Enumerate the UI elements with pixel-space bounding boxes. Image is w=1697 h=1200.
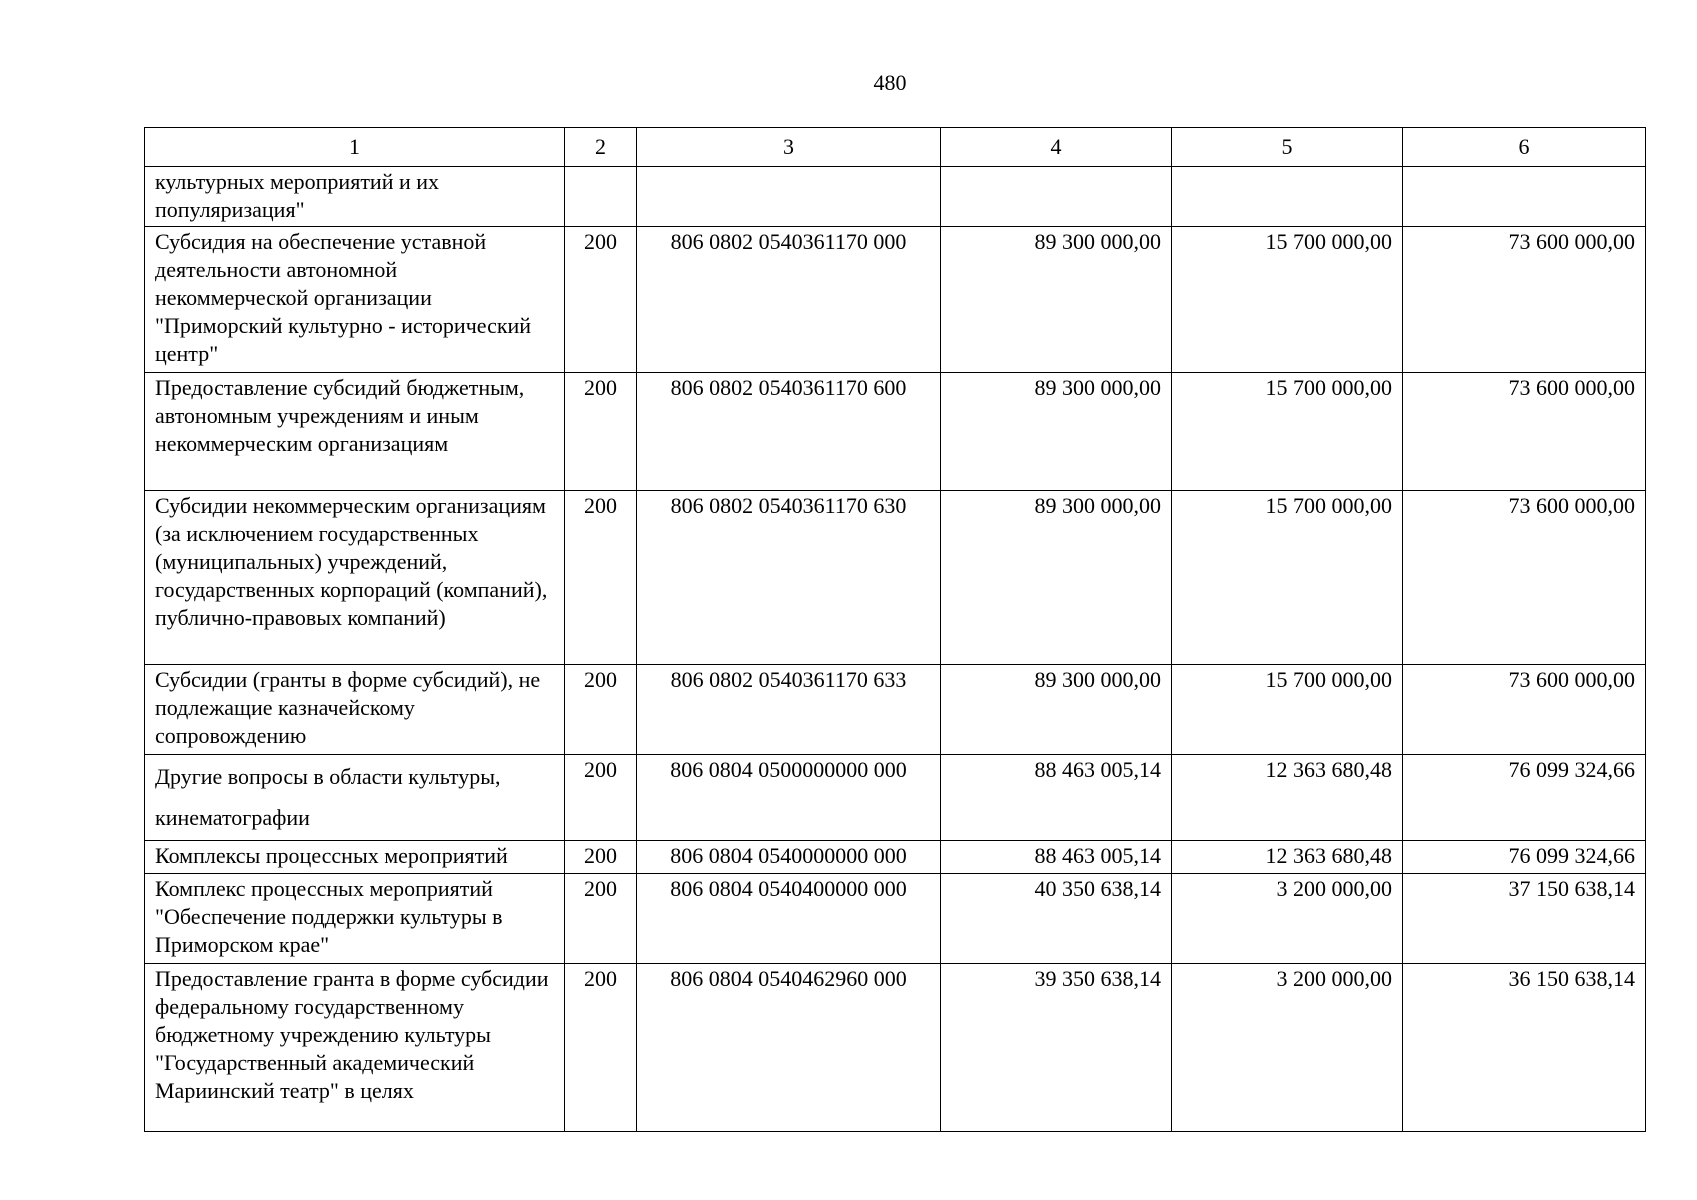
row-name: Другие вопросы в области культуры, кинематографии — [145, 755, 565, 841]
row-value-5: 15 700 000,00 — [1172, 665, 1403, 755]
row-value-5: 15 700 000,00 — [1172, 491, 1403, 665]
row-name: Субсидия на обеспечение уставной деятельности автономной некоммерческой организации "Приморский культурно - исторический центр" — [145, 227, 565, 373]
row-value-6: 73 600 000,00 — [1403, 373, 1646, 491]
row-name: Предоставление субсидий бюджетным, автономным учреждениям и иным некоммерческим организациям — [145, 373, 565, 491]
row-value-6: 37 150 638,14 — [1403, 874, 1646, 964]
row-code: 200 — [565, 841, 637, 874]
row-kbk: 806 0802 0540361170 630 — [637, 491, 941, 665]
row-kbk: 806 0802 0540361170 000 — [637, 227, 941, 373]
row-value-5: 12 363 680,48 — [1172, 755, 1403, 841]
column-header-1: 1 — [145, 128, 565, 167]
row-value-4: 89 300 000,00 — [941, 665, 1172, 755]
row-value-5: 15 700 000,00 — [1172, 227, 1403, 373]
row-code: 200 — [565, 227, 637, 373]
table-row — [145, 665, 1646, 755]
row-code: 200 — [565, 964, 637, 1132]
row-value-5: 3 200 000,00 — [1172, 874, 1403, 964]
row-value-6: 76 099 324,66 — [1403, 841, 1646, 874]
row-value-6 — [1403, 167, 1646, 227]
column-header-4: 4 — [941, 128, 1172, 167]
row-value-5: 3 200 000,00 — [1172, 964, 1403, 1132]
row-value-6: 73 600 000,00 — [1403, 665, 1646, 755]
page-number: 480 — [873, 70, 907, 95]
row-kbk: 806 0804 0500000000 000 — [637, 755, 941, 841]
row-value-5 — [1172, 167, 1403, 227]
column-header-6: 6 — [1403, 128, 1646, 167]
row-value-4 — [941, 167, 1172, 227]
row-code: 200 — [565, 874, 637, 964]
row-value-4: 88 463 005,14 — [941, 841, 1172, 874]
table-row — [145, 874, 1646, 964]
row-name: Предоставление гранта в форме субсидии федеральному государственному бюджетному учреждению культуры "Государственный академический Мариинский театр" в целях — [145, 964, 565, 1132]
row-kbk: 806 0802 0540361170 633 — [637, 665, 941, 755]
row-name: Комплексы процессных мероприятий — [145, 841, 565, 874]
row-value-6: 73 600 000,00 — [1403, 227, 1646, 373]
row-value-4: 89 300 000,00 — [941, 491, 1172, 665]
row-value-4: 89 300 000,00 — [941, 373, 1172, 491]
row-kbk: 806 0804 0540400000 000 — [637, 874, 941, 964]
column-header-5: 5 — [1172, 128, 1403, 167]
table-row — [145, 491, 1646, 665]
row-value-5: 15 700 000,00 — [1172, 373, 1403, 491]
column-header-2: 2 — [565, 128, 637, 167]
row-value-4: 40 350 638,14 — [941, 874, 1172, 964]
row-name: Субсидии (гранты в форме субсидий), не подлежащие казначейскому сопровождению — [145, 665, 565, 755]
row-value-6: 76 099 324,66 — [1403, 755, 1646, 841]
row-name: Субсидии некоммерческим организациям (за исключением государственных (муниципальных) учреждений, государственных корпораций (компаний), публично-правовых компаний) — [145, 491, 565, 665]
row-code: 200 — [565, 491, 637, 665]
row-value-6: 73 600 000,00 — [1403, 491, 1646, 665]
row-value-4: 89 300 000,00 — [941, 227, 1172, 373]
row-value-4: 39 350 638,14 — [941, 964, 1172, 1132]
row-code — [565, 167, 637, 227]
table-row — [145, 227, 1646, 373]
table-row — [145, 964, 1646, 1132]
column-header-3: 3 — [637, 128, 941, 167]
row-value-6: 36 150 638,14 — [1403, 964, 1646, 1132]
row-kbk: 806 0802 0540361170 600 — [637, 373, 941, 491]
table-row — [145, 755, 1646, 841]
row-kbk — [637, 167, 941, 227]
row-name: Комплекс процессных мероприятий "Обеспечение поддержки культуры в Приморском крае" — [145, 874, 565, 964]
row-value-5: 12 363 680,48 — [1172, 841, 1403, 874]
row-kbk: 806 0804 0540000000 000 — [637, 841, 941, 874]
row-value-4: 88 463 005,14 — [941, 755, 1172, 841]
budget-table — [144, 127, 1646, 1132]
row-code: 200 — [565, 755, 637, 841]
row-kbk: 806 0804 0540462960 000 — [637, 964, 941, 1132]
header-row — [145, 128, 1646, 167]
row-name: культурных мероприятий и их популяризация" — [145, 167, 565, 227]
table-row — [145, 841, 1646, 874]
table-row — [145, 167, 1646, 227]
row-code: 200 — [565, 373, 637, 491]
table-row — [145, 373, 1646, 491]
row-code: 200 — [565, 665, 637, 755]
